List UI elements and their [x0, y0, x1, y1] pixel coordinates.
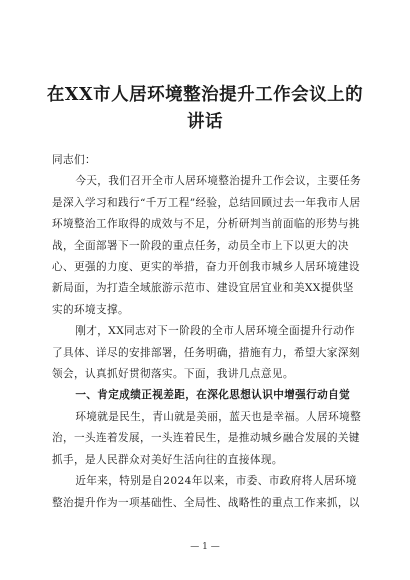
paragraph: 环境就是民生，青山就是美丽，蓝天也是幸福。人居环境整治，一头连着发展，一头连着民生，是推动城乡融合发展的关键抓手，是人民群众对美好生活向往的直接体现。	[52, 410, 362, 466]
paragraph: 刚才，XX同志对下一阶段的全市人居环境全面提升行动作了具体、详尽的安排部署，任务明确，措施有力，希望大家深刻领会，认真抓好贯彻落实。下面，我讲几点意见。	[52, 325, 360, 381]
salutation: 同志们：	[52, 154, 96, 166]
paragraph: 近年来，特别是自2024年以来，市委、市政府将人居环境整治提升作为一项基础性、全局性、战略性的重点工作来抓，以	[52, 475, 360, 509]
page-number: — 1 —	[190, 542, 220, 552]
document-body	[52, 150, 362, 514]
paragraph: 今天，我们召开全市人居环境整治提升工作会议，主要任务是深入学习和践行“千万工程”经验，总结回顾过去一年我市人居环境整治工作取得的成效与不足，分析研判当前面临的形势与挑战，全面部署下一阶段的重点任务，动员全市上下以更大的决心、更强的力度、更实的举措，奋力开创我市城乡人居环境建设新局面，为打造全域旅游示范市、建设宜居宜业和美XX提供坚实的环境支撑。	[52, 175, 362, 316]
document-title: 在XX市人居环境整治提升工作会议上的讲话	[46, 85, 364, 132]
section-heading: 一、肯定成绩正视差距，在深化思想认识中增强行动自觉	[75, 389, 351, 402]
